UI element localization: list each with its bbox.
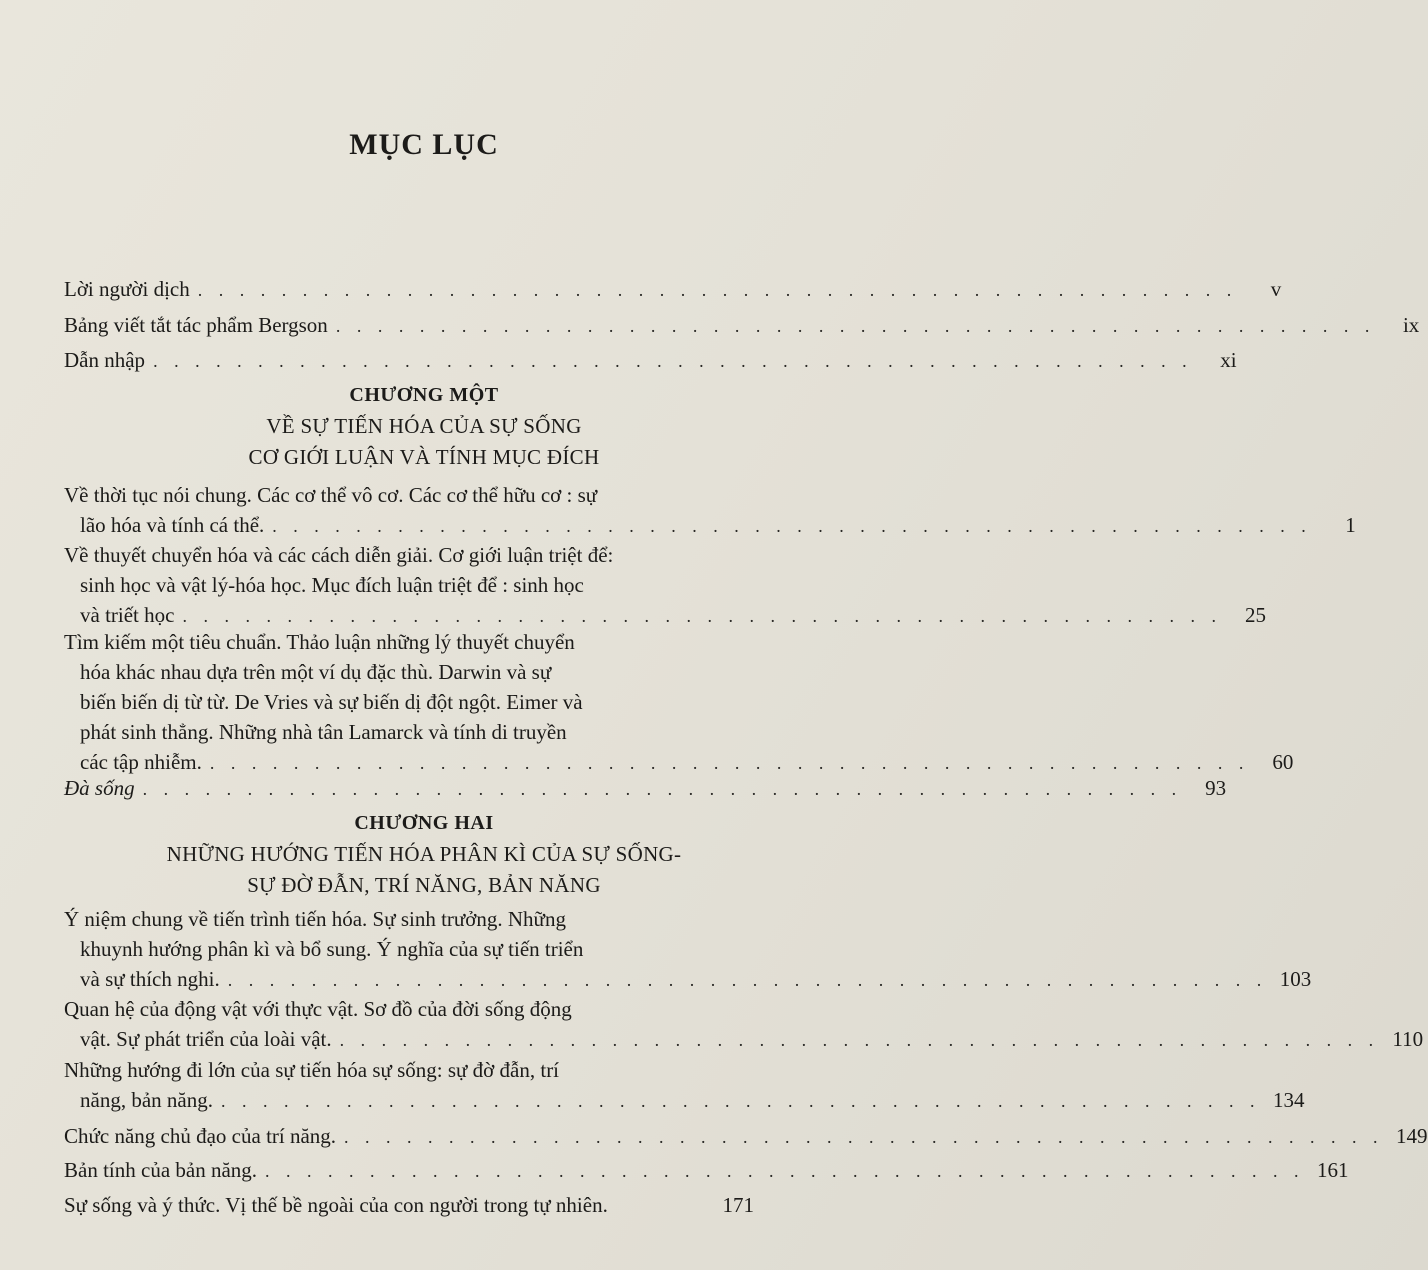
entry-line: các tập nhiễm.: [80, 750, 202, 774]
toc-entry[interactable]: [64, 994, 1424, 1055]
entry-line: Chức năng chủ đạo của trí năng.: [64, 1124, 337, 1148]
page-number: 93: [1205, 776, 1227, 800]
entry-line: biến biến dị từ từ. De Vries và sự biến dị đột ngột. Eimer và: [80, 690, 583, 714]
leader-dots: . . . . . . . . . . . . . . . . . . . . . . . . . . . . . . . . . . . . . . . . . . . . . . . . . .: [344, 1127, 1384, 1147]
entry-line: lão hóa và tính cá thể.: [80, 513, 265, 537]
entry-line: Quan hệ của động vật với thực vật. Sơ đồ của đời sống động: [64, 997, 572, 1021]
entry-line: Những hướng đi lớn của sự tiến hóa sự sống: sự đờ đẫn, trí: [64, 1058, 560, 1082]
leader-dots: . . . . . . . . . . . . . . . . . . . . . . . . . . . . . . . . . . . . . . . . . . . . . . . . . .: [227, 970, 1268, 990]
page-number: v: [1270, 277, 1282, 301]
entry-line: Sự sống và ý thức. Vị thế bề ngoài của con người trong tự nhiên.: [64, 1193, 608, 1217]
leader-dots: . . . . . . . . . . . . . . . . . . . . . . . . . . . . . . . . . . . . . . . . . . . . . . . . . .: [197, 280, 1238, 300]
chapter-subtitle: VỀ SỰ TIẾN HÓA CỦA SỰ SỐNG: [266, 414, 582, 438]
entry-text: Dẫn nhập: [64, 348, 146, 372]
page-number: ix: [1402, 313, 1420, 337]
chapter-heading: [0, 808, 848, 901]
toc-entry[interactable]: [64, 904, 1312, 995]
toc-entry[interactable]: [64, 480, 1356, 541]
toc-entry[interactable]: [64, 1155, 1349, 1186]
entry-line: phát sinh thẳng. Những nhà tân Lamarck và tính di truyền: [80, 720, 567, 744]
leader-dots: . . . . . . . . . . . . . . . . . . . . . . . . . . . . . . . . . . . . . . . . . . . . . . . . . .: [265, 1161, 1305, 1181]
page-number: 161: [1317, 1158, 1349, 1182]
page-title: MỤC LỤC: [349, 128, 499, 161]
entry-line: Về thời tục nói chung. Các cơ thể vô cơ. Các cơ thể hữu cơ : sự: [64, 483, 598, 507]
chapter-title: CHƯƠNG MỘT: [349, 384, 499, 406]
toc-entry[interactable]: [64, 773, 1227, 804]
entry-text: Bảng viết tắt tác phẩm Bergson: [64, 313, 328, 337]
toc-entry[interactable]: [64, 1055, 1305, 1116]
leader-dots: . . . . . . . . . . . . . . . . . . . . . . . . . . . . . . . . . . . . . . . . . . . . . . . . . .: [335, 316, 1376, 336]
toc-entry[interactable]: [64, 540, 1266, 631]
page-number: 25: [1244, 603, 1266, 627]
toc-entry[interactable]: [64, 1190, 754, 1220]
leader-dots: . . . . . . . . . . . . . . . . . . . . . . . . . . . . . . . . . . . . . . . . . . . . . . . . . .: [220, 1091, 1261, 1111]
leader-dots: . . . . . . . . . . . . . . . . . . . . . . . . . . . . . . . . . . . . . . . . . . . . . . . . . .: [142, 779, 1183, 799]
page-number: 1: [1345, 513, 1356, 537]
entry-line: Ý niệm chung về tiến trình tiến hóa. Sự sinh trưởng. Những: [64, 907, 566, 931]
leader-dots: . . . . . . . . . . . . . . . . . . . . . . . . . . . . . . . . . . . . . . . . . . . . . . . . . .: [182, 606, 1222, 626]
toc-entry[interactable]: [64, 310, 1420, 341]
toc-entry[interactable]: [64, 274, 1282, 305]
page-number: 171: [722, 1193, 754, 1217]
entry-line: Về thuyết chuyển hóa và các cách diễn giải. Cơ giới luận triệt để:: [64, 543, 614, 567]
leader-dots: . . . . . . . . . . . . . . . . . . . . . . . . . . . . . . . . . . . . . . . . . . . . . . . . . .: [339, 1030, 1380, 1050]
chapter-subtitle: NHỮNG HƯỚNG TIẾN HÓA PHÂN KÌ CỦA SỰ SỐNG-: [166, 842, 682, 866]
page-number: 134: [1272, 1088, 1305, 1112]
leader-dots: . . . . . . . . . . . . . . . . . . . . . . . . . . . . . . . . . . . . . . . . . . . . . . . . . .: [153, 351, 1193, 371]
toc-entry[interactable]: [64, 1121, 1428, 1152]
entry-line: Tìm kiếm một tiêu chuẩn. Thảo luận những lý thuyết chuyển: [64, 630, 575, 654]
page-number: xi: [1220, 348, 1237, 372]
entry-line: năng, bản năng.: [80, 1088, 213, 1112]
entry-line: khuynh hướng phân kì và bổ sung. Ý nghĩa của sự tiến triển: [80, 937, 584, 961]
entry-line: vật. Sự phát triển của loài vật.: [80, 1027, 332, 1051]
entry-text: Lời người dịch: [64, 277, 190, 301]
entry-line: Bản tính của bản năng.: [64, 1158, 258, 1182]
page-number: 103: [1279, 967, 1312, 991]
entry-line: sinh học và vật lý-hóa học. Mục đích luận triệt để : sinh học: [80, 573, 584, 597]
page-number: 60: [1272, 750, 1294, 774]
toc-entry[interactable]: [64, 627, 1294, 778]
chapter-subtitle: CƠ GIỚI LUẬN VÀ TÍNH MỤC ĐÍCH: [248, 445, 600, 469]
toc-entry[interactable]: [64, 345, 1237, 376]
entry-line: và triết học: [80, 603, 175, 627]
leader-dots: . . . . . . . . . . . . . . . . . . . . . . . . . . . . . . . . . . . . . . . . . . . . . . . . . .: [272, 516, 1312, 536]
page-number: 149: [1396, 1124, 1428, 1148]
page-number: 110: [1392, 1027, 1424, 1051]
entry-line: Đà sống: [64, 776, 135, 800]
leader-dots: . . . . . . . . . . . . . . . . . . . . . . . . . . . . . . . . . . . . . . . . . . . . . . . . . .: [209, 753, 1250, 773]
entry-line: hóa khác nhau dựa trên một ví dụ đặc thù. Darwin và sự: [80, 660, 552, 684]
chapter-title: CHƯƠNG HAI: [354, 812, 494, 834]
chapter-heading: [0, 380, 848, 473]
entry-line: và sự thích nghi.: [80, 967, 220, 991]
chapter-subtitle: SỰ ĐỜ ĐẪN, TRÍ NĂNG, BẢN NĂNG: [247, 873, 601, 897]
